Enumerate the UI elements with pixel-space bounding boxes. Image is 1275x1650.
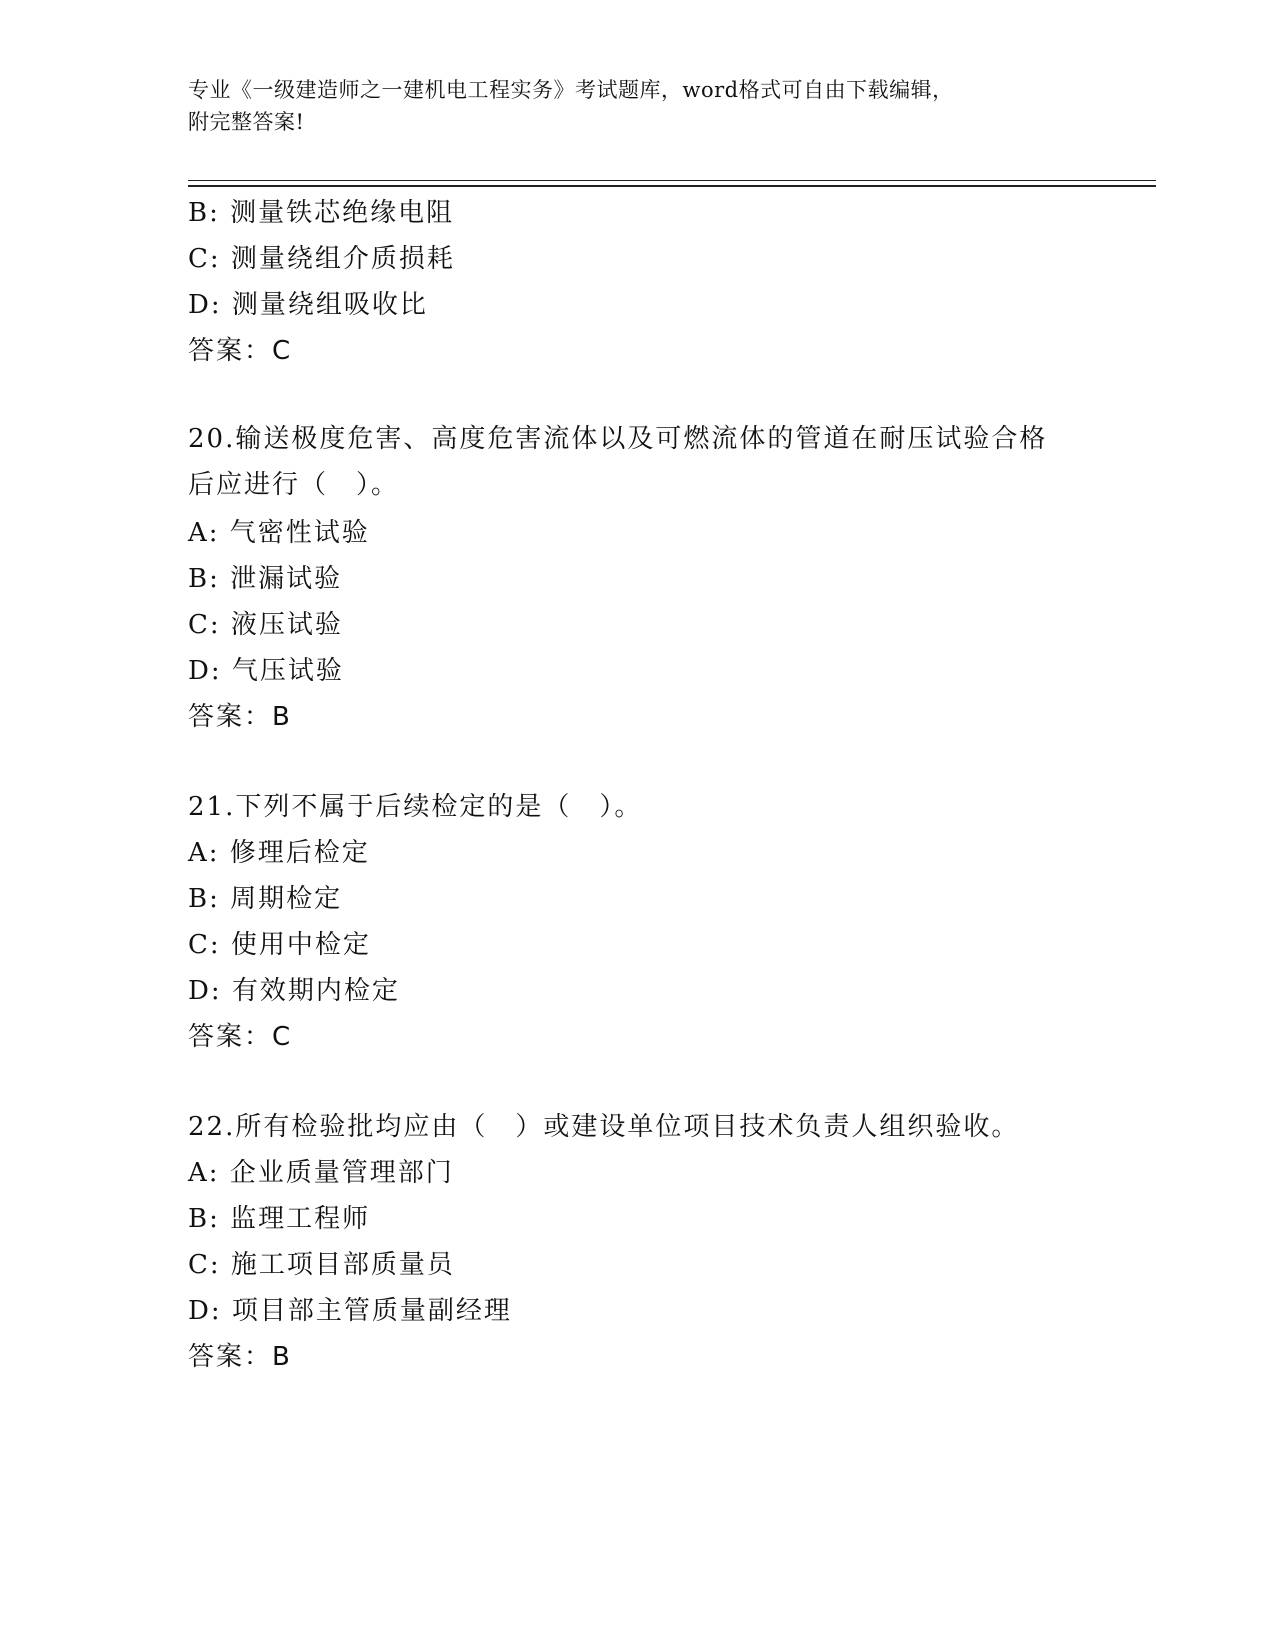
answer-line: 答案：B xyxy=(188,702,292,732)
spacer xyxy=(188,1060,1088,1104)
spacer xyxy=(188,374,1088,418)
option-b: B: 测量铁芯绝缘电阻 xyxy=(188,198,455,228)
option-d: D: 有效期内检定 xyxy=(188,976,400,1006)
option-d: D: 测量绕组吸收比 xyxy=(188,290,428,320)
question-19-continuation xyxy=(188,190,1088,374)
question-title: 22.所有检验批均应由（ ）或建设单位项目技术负责人组织验收。 xyxy=(188,1112,1020,1142)
question-title-continued: 后应进行（ ）。 xyxy=(188,470,400,500)
question-21 xyxy=(188,784,1088,1060)
option-c: C: 测量绕组介质损耗 xyxy=(188,244,455,274)
option-d: D: 气压试验 xyxy=(188,656,344,686)
option-a: A: 企业质量管理部门 xyxy=(188,1158,454,1188)
question-list xyxy=(188,190,1088,1380)
document-header xyxy=(188,74,1088,138)
header-divider-thick xyxy=(188,185,1156,187)
answer-line: 答案：B xyxy=(188,1342,292,1372)
option-a: A: 气密性试验 xyxy=(188,518,370,548)
option-a: A: 修理后检定 xyxy=(188,838,370,868)
option-c: C: 施工项目部质量员 xyxy=(188,1250,455,1280)
header-line-2: 附完整答案! xyxy=(188,110,305,134)
option-b: B: 泄漏试验 xyxy=(188,564,343,594)
option-b: B: 周期检定 xyxy=(188,884,343,914)
question-title: 21.下列不属于后续检定的是（ ）。 xyxy=(188,792,643,822)
answer-line: 答案：C xyxy=(188,1022,293,1052)
header-line-1: 专业《一级建造师之一建机电工程实务》考试题库，word格式可自由下载编辑， xyxy=(188,78,954,102)
option-b: B: 监理工程师 xyxy=(188,1204,371,1234)
option-c: C: 液压试验 xyxy=(188,610,343,640)
question-20 xyxy=(188,418,1088,740)
answer-line: 答案：C xyxy=(188,336,293,366)
spacer xyxy=(188,740,1088,784)
header-divider-thin xyxy=(188,180,1156,181)
option-c: C: 使用中检定 xyxy=(188,930,371,960)
option-d: D: 项目部主管质量副经理 xyxy=(188,1296,512,1326)
question-title: 20.输送极度危害、高度危害流体以及可燃流体的管道在耐压试验合格 xyxy=(188,424,1048,454)
question-22 xyxy=(188,1104,1088,1380)
